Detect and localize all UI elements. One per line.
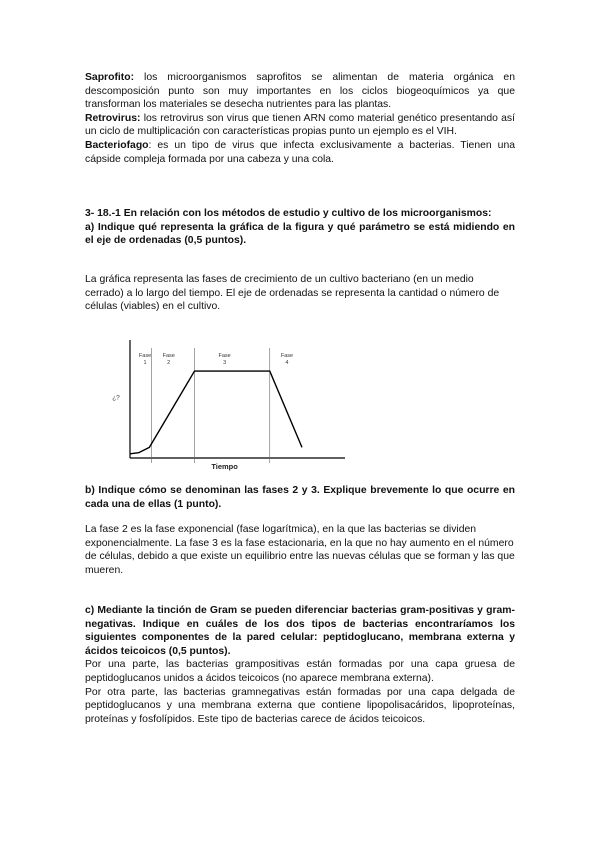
question-section-a: [85, 207, 515, 248]
definition-text: : es un tipo de virus que infecta exclusivamente a bacterias. Tienen una cápside compleja formada por una cabeza y una cola.: [85, 139, 515, 165]
growth-curve-chart: [100, 330, 360, 478]
definition-term: Saprofito:: [85, 72, 135, 83]
answer-c-text-2: Por otra parte, las bacterias gramnegativas están formadas por una capa delgada de peptidoglucanos y una membrana externa que contiene lipopolisacáridos, lipoproteínas, proteínas y fosfolípidos. Este tipo de bacterias carece de ácidos teicoicos.: [85, 686, 515, 725]
answer-b: [85, 523, 515, 577]
answer-a-text: La gráfica representa las fases de crecimiento de un cultivo bacteriano (en un medio cerrado) a lo largo del tiempo. El eje de ordenadas se representa la cantidad o número de células (viables) en el cultivo.: [85, 274, 500, 313]
definition-term: Bacteriofago: [85, 139, 149, 151]
phase-number: 2: [167, 360, 171, 366]
question-a: a) Indique qué representa la gráfica de la figura y qué parámetro se está midiendo en el eje de ordenadas (0,5 puntos).: [85, 221, 515, 247]
definition-text: los retrovirus son virus que tienen ARN como material genético presentando así un ciclo de multiplicación con características propias punto un ejemplo es el VIH.: [85, 112, 515, 138]
definition-term: Retrovirus:: [85, 112, 141, 124]
definition-text: los microorganismos saprofitos se alimentan de materia orgánica en descomposición punto son muy importantes en los ciclos biogeoquímicos ya que transforman los materiales se desecha nutrientes para las plantas.: [85, 72, 515, 111]
question-header: 3- 18.-1 En relación con los métodos de estudio y cultivo de los microorganismos:: [85, 208, 492, 219]
phase-label: Fase: [162, 353, 175, 359]
definitions-block: [85, 71, 515, 166]
question-c: c) Mediante la tinción de Gram se pueden diferenciar bacterias gram-positivas y gram-negativas. Indique en cuáles de los dos tipos de bacterias encontraríamos los siguientes componentes de la pared celular: peptidoglucano, membrana externa y ácidos teicoicos (0,5 puntos).: [85, 605, 515, 657]
phase-label: Fase: [218, 353, 231, 359]
phase-label: Fase: [280, 353, 294, 359]
definition-bacteriofago: [85, 139, 515, 166]
question-section-b: [85, 484, 515, 511]
answer-a: [85, 273, 515, 314]
phase-number: 3: [223, 360, 227, 366]
definition-saprofito: [85, 71, 515, 112]
question-section-c: [85, 604, 515, 726]
y-axis-label: ¿?: [112, 394, 120, 402]
phase-number: 1: [143, 360, 147, 366]
answer-c-text-1: Por una parte, las bacterias grampositivas están formadas por una capa gruesa de peptidoglucanos unidos a ácidos teicoicos (no aparece membrana externa).: [85, 659, 515, 684]
phase-label: Fase: [138, 353, 152, 359]
phase-number: 4: [285, 360, 289, 366]
answer-b-text: La fase 2 es la fase exponencial (fase logarítmica), en la que las bacterias se dividen exponencialmente. La fase 3 es la fase estacionaria, en la que no hay aumento en el número de células, debido a que existe un equilibrio entre las nuevas células que se forman y las que mueren.: [85, 524, 515, 576]
question-b: b) Indique cómo se denominan las fases 2 y 3. Explique brevemente lo que ocurre en cada una de ellas (1 punto).: [85, 485, 515, 510]
growth-curve-line: [130, 371, 302, 454]
x-axis-label: Tiempo: [211, 462, 238, 471]
definition-retrovirus: [85, 112, 515, 139]
